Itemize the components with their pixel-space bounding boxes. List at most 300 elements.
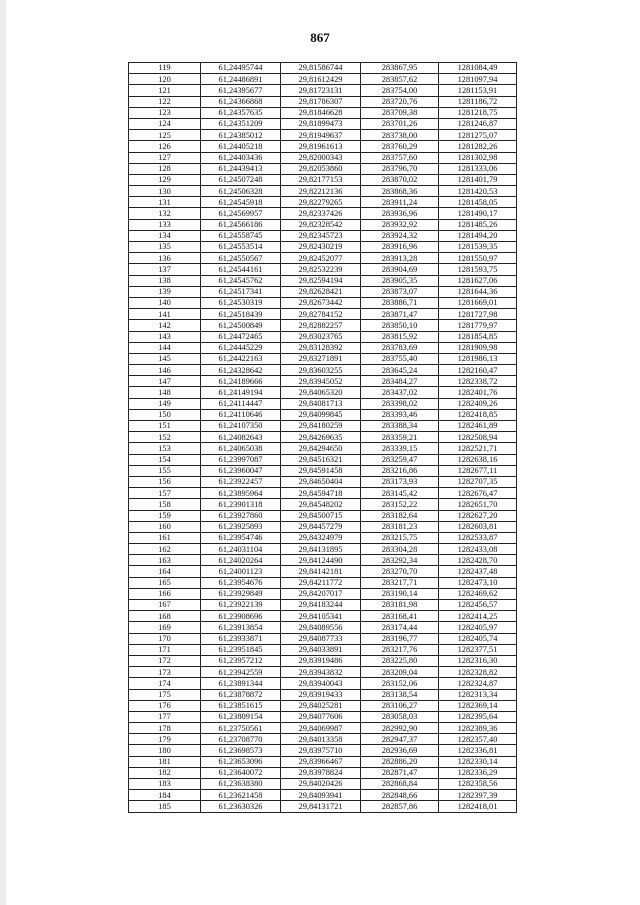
y-coordinate-cell: 1282377,51 <box>439 644 517 655</box>
table-row <box>129 163 517 174</box>
y-coordinate-cell: 1281593,75 <box>439 264 517 275</box>
point-number-cell: 181 <box>129 756 201 767</box>
y-coordinate-cell: 1281401,79 <box>439 174 517 185</box>
longitude-cell: 29,81786307 <box>281 96 361 107</box>
x-coordinate-cell: 283152,22 <box>361 499 439 510</box>
table-row <box>129 253 517 264</box>
coordinates-table-body <box>129 63 517 813</box>
latitude-cell: 61,24385012 <box>201 130 281 141</box>
latitude-cell: 61,23925893 <box>201 521 281 532</box>
latitude-cell: 61,23960047 <box>201 465 281 476</box>
x-coordinate-cell: 282848,66 <box>361 790 439 801</box>
y-coordinate-cell: 1281627,06 <box>439 275 517 286</box>
latitude-cell: 61,24357635 <box>201 107 281 118</box>
x-coordinate-cell: 283871,47 <box>361 309 439 320</box>
y-coordinate-cell: 1282409,26 <box>439 398 517 409</box>
latitude-cell: 61,24328642 <box>201 365 281 376</box>
x-coordinate-cell: 283217,71 <box>361 577 439 588</box>
latitude-cell: 61,24507248 <box>201 174 281 185</box>
table-row <box>129 521 517 532</box>
longitude-cell: 29,83966467 <box>281 756 361 767</box>
longitude-cell: 29,83271891 <box>281 353 361 364</box>
y-coordinate-cell: 1282405,74 <box>439 633 517 644</box>
latitude-cell: 61,24566186 <box>201 219 281 230</box>
table-row <box>129 588 517 599</box>
x-coordinate-cell: 283645,24 <box>361 365 439 376</box>
y-coordinate-cell: 1282707,35 <box>439 476 517 487</box>
latitude-cell: 61,24065038 <box>201 443 281 454</box>
x-coordinate-cell: 283913,28 <box>361 253 439 264</box>
point-number-cell: 132 <box>129 208 201 219</box>
x-coordinate-cell: 283916,96 <box>361 242 439 253</box>
latitude-cell: 61,23927860 <box>201 510 281 521</box>
y-coordinate-cell: 1282395,64 <box>439 711 517 722</box>
point-number-cell: 137 <box>129 264 201 275</box>
point-number-cell: 157 <box>129 488 201 499</box>
latitude-cell: 61,24082643 <box>201 432 281 443</box>
longitude-cell: 29,83940043 <box>281 678 361 689</box>
longitude-cell: 29,82628421 <box>281 286 361 297</box>
point-number-cell: 141 <box>129 309 201 320</box>
point-number-cell: 184 <box>129 790 201 801</box>
point-number-cell: 185 <box>129 801 201 812</box>
x-coordinate-cell: 283709,38 <box>361 107 439 118</box>
x-coordinate-cell: 283225,80 <box>361 655 439 666</box>
longitude-cell: 29,81612429 <box>281 74 361 85</box>
point-number-cell: 168 <box>129 611 201 622</box>
x-coordinate-cell: 283870,02 <box>361 174 439 185</box>
longitude-cell: 29,83943832 <box>281 667 361 678</box>
longitude-cell: 29,84183244 <box>281 600 361 611</box>
point-number-cell: 127 <box>129 152 201 163</box>
x-coordinate-cell: 283181,23 <box>361 521 439 532</box>
x-coordinate-cell: 282936,69 <box>361 745 439 756</box>
y-coordinate-cell: 1281333,06 <box>439 163 517 174</box>
longitude-cell: 29,84069987 <box>281 723 361 734</box>
y-coordinate-cell: 1282328,82 <box>439 667 517 678</box>
latitude-cell: 61,23942559 <box>201 667 281 678</box>
latitude-cell: 61,24558745 <box>201 230 281 241</box>
table-row <box>129 779 517 790</box>
longitude-cell: 29,82784152 <box>281 309 361 320</box>
y-coordinate-cell: 1281779,97 <box>439 320 517 331</box>
y-coordinate-cell: 1282638,16 <box>439 454 517 465</box>
point-number-cell: 180 <box>129 745 201 756</box>
x-coordinate-cell: 283174,44 <box>361 622 439 633</box>
point-number-cell: 144 <box>129 342 201 353</box>
x-coordinate-cell: 283182,64 <box>361 510 439 521</box>
y-coordinate-cell: 1282508,94 <box>439 432 517 443</box>
table-row <box>129 790 517 801</box>
table-row <box>129 275 517 286</box>
latitude-cell: 61,24486891 <box>201 74 281 85</box>
table-row <box>129 443 517 454</box>
table-row <box>129 745 517 756</box>
latitude-cell: 61,24189666 <box>201 376 281 387</box>
latitude-cell: 61,24545918 <box>201 197 281 208</box>
point-number-cell: 171 <box>129 644 201 655</box>
latitude-cell: 61,23951845 <box>201 644 281 655</box>
point-number-cell: 149 <box>129 398 201 409</box>
longitude-cell: 29,82882257 <box>281 320 361 331</box>
y-coordinate-cell: 1282473,10 <box>439 577 517 588</box>
y-coordinate-cell: 1282414,25 <box>439 611 517 622</box>
latitude-cell: 61,23653096 <box>201 756 281 767</box>
longitude-cell: 29,81586744 <box>281 63 361 74</box>
table-row <box>129 700 517 711</box>
latitude-cell: 61,23913854 <box>201 622 281 633</box>
longitude-cell: 29,83945052 <box>281 376 361 387</box>
latitude-cell: 61,23957212 <box>201 655 281 666</box>
point-number-cell: 160 <box>129 521 201 532</box>
table-row <box>129 242 517 253</box>
point-number-cell: 121 <box>129 85 201 96</box>
point-number-cell: 122 <box>129 96 201 107</box>
point-number-cell: 131 <box>129 197 201 208</box>
point-number-cell: 153 <box>129 443 201 454</box>
point-number-cell: 129 <box>129 174 201 185</box>
longitude-cell: 29,82000343 <box>281 152 361 163</box>
table-row <box>129 141 517 152</box>
longitude-cell: 29,81899473 <box>281 118 361 129</box>
table-row <box>129 208 517 219</box>
y-coordinate-cell: 1282469,62 <box>439 588 517 599</box>
longitude-cell: 29,84294650 <box>281 443 361 454</box>
point-number-cell: 158 <box>129 499 201 510</box>
x-coordinate-cell: 282947,37 <box>361 734 439 745</box>
y-coordinate-cell: 1281458,05 <box>439 197 517 208</box>
table-row <box>129 488 517 499</box>
x-coordinate-cell: 283701,26 <box>361 118 439 129</box>
y-coordinate-cell: 1282357,40 <box>439 734 517 745</box>
x-coordinate-cell: 283168,41 <box>361 611 439 622</box>
table-row <box>129 723 517 734</box>
table-row <box>129 667 517 678</box>
table-row <box>129 353 517 364</box>
y-coordinate-cell: 1282428,70 <box>439 555 517 566</box>
x-coordinate-cell: 283755,40 <box>361 353 439 364</box>
latitude-cell: 61,24550567 <box>201 253 281 264</box>
latitude-cell: 61,24422163 <box>201 353 281 364</box>
y-coordinate-cell: 1281854,85 <box>439 331 517 342</box>
x-coordinate-cell: 282868,84 <box>361 779 439 790</box>
y-coordinate-cell: 1281275,07 <box>439 130 517 141</box>
point-number-cell: 178 <box>129 723 201 734</box>
longitude-cell: 29,84548202 <box>281 499 361 510</box>
point-number-cell: 173 <box>129 667 201 678</box>
longitude-cell: 29,84099845 <box>281 409 361 420</box>
y-coordinate-cell: 1282677,11 <box>439 465 517 476</box>
table-row <box>129 376 517 387</box>
point-number-cell: 147 <box>129 376 201 387</box>
y-coordinate-cell: 1282627,20 <box>439 510 517 521</box>
point-number-cell: 165 <box>129 577 201 588</box>
x-coordinate-cell: 283138,54 <box>361 689 439 700</box>
longitude-cell: 29,84105341 <box>281 611 361 622</box>
longitude-cell: 29,82345723 <box>281 230 361 241</box>
table-row <box>129 409 517 420</box>
y-coordinate-cell: 1281490,17 <box>439 208 517 219</box>
y-coordinate-cell: 1281282,26 <box>439 141 517 152</box>
point-number-cell: 120 <box>129 74 201 85</box>
latitude-cell: 61,23809154 <box>201 711 281 722</box>
point-number-cell: 119 <box>129 63 201 74</box>
table-row <box>129 432 517 443</box>
longitude-cell: 29,83603255 <box>281 365 361 376</box>
table-row <box>129 465 517 476</box>
x-coordinate-cell: 283437,02 <box>361 387 439 398</box>
y-coordinate-cell: 1282418,01 <box>439 801 517 812</box>
longitude-cell: 29,84142181 <box>281 566 361 577</box>
latitude-cell: 61,23997087 <box>201 454 281 465</box>
point-number-cell: 179 <box>129 734 201 745</box>
x-coordinate-cell: 283904,69 <box>361 264 439 275</box>
longitude-cell: 29,84131721 <box>281 801 361 812</box>
point-number-cell: 175 <box>129 689 201 700</box>
point-number-cell: 128 <box>129 163 201 174</box>
longitude-cell: 29,83128392 <box>281 342 361 353</box>
point-number-cell: 139 <box>129 286 201 297</box>
point-number-cell: 176 <box>129 700 201 711</box>
x-coordinate-cell: 283196,77 <box>361 633 439 644</box>
point-number-cell: 167 <box>129 600 201 611</box>
longitude-cell: 29,84087733 <box>281 633 361 644</box>
point-number-cell: 152 <box>129 432 201 443</box>
y-coordinate-cell: 1281669,01 <box>439 297 517 308</box>
table-row <box>129 197 517 208</box>
table-row <box>129 297 517 308</box>
y-coordinate-cell: 1282336,29 <box>439 767 517 778</box>
x-coordinate-cell: 283217,76 <box>361 644 439 655</box>
table-row <box>129 152 517 163</box>
longitude-cell: 29,84457279 <box>281 521 361 532</box>
x-coordinate-cell: 282886,20 <box>361 756 439 767</box>
latitude-cell: 61,23933871 <box>201 633 281 644</box>
y-coordinate-cell: 1281550,97 <box>439 253 517 264</box>
point-number-cell: 138 <box>129 275 201 286</box>
latitude-cell: 61,24405218 <box>201 141 281 152</box>
table-row <box>129 644 517 655</box>
latitude-cell: 61,24500849 <box>201 320 281 331</box>
longitude-cell: 29,82053860 <box>281 163 361 174</box>
table-row <box>129 544 517 555</box>
y-coordinate-cell: 1282336,81 <box>439 745 517 756</box>
x-coordinate-cell: 283339,15 <box>361 443 439 454</box>
table-row <box>129 118 517 129</box>
longitude-cell: 29,83978824 <box>281 767 361 778</box>
table-row <box>129 107 517 118</box>
latitude-cell: 61,23908696 <box>201 611 281 622</box>
y-coordinate-cell: 1281186,72 <box>439 96 517 107</box>
latitude-cell: 61,24395677 <box>201 85 281 96</box>
longitude-cell: 29,84077606 <box>281 711 361 722</box>
table-row <box>129 398 517 409</box>
point-number-cell: 145 <box>129 353 201 364</box>
longitude-cell: 29,84124490 <box>281 555 361 566</box>
x-coordinate-cell: 282871,47 <box>361 767 439 778</box>
point-number-cell: 164 <box>129 566 201 577</box>
x-coordinate-cell: 283215,75 <box>361 532 439 543</box>
x-coordinate-cell: 283905,35 <box>361 275 439 286</box>
longitude-cell: 29,82430219 <box>281 242 361 253</box>
table-row <box>129 264 517 275</box>
x-coordinate-cell: 283873,07 <box>361 286 439 297</box>
longitude-cell: 29,84650404 <box>281 476 361 487</box>
point-number-cell: 182 <box>129 767 201 778</box>
table-row <box>129 309 517 320</box>
table-row <box>129 85 517 96</box>
x-coordinate-cell: 283911,24 <box>361 197 439 208</box>
point-number-cell: 170 <box>129 633 201 644</box>
y-coordinate-cell: 1282461,89 <box>439 421 517 432</box>
x-coordinate-cell: 283720,76 <box>361 96 439 107</box>
table-row <box>129 365 517 376</box>
point-number-cell: 126 <box>129 141 201 152</box>
longitude-cell: 29,82328542 <box>281 219 361 230</box>
table-row <box>129 387 517 398</box>
x-coordinate-cell: 283259,47 <box>361 454 439 465</box>
latitude-cell: 61,24366868 <box>201 96 281 107</box>
scan-edge-shadow <box>0 0 6 905</box>
point-number-cell: 143 <box>129 331 201 342</box>
longitude-cell: 29,84594718 <box>281 488 361 499</box>
y-coordinate-cell: 1281420,53 <box>439 186 517 197</box>
latitude-cell: 61,23922139 <box>201 600 281 611</box>
y-coordinate-cell: 1282160,47 <box>439 365 517 376</box>
table-row <box>129 476 517 487</box>
y-coordinate-cell: 1281246,87 <box>439 118 517 129</box>
longitude-cell: 29,84025281 <box>281 700 361 711</box>
y-coordinate-cell: 1282533,87 <box>439 532 517 543</box>
table-row <box>129 421 517 432</box>
table-row <box>129 96 517 107</box>
y-coordinate-cell: 1281302,98 <box>439 152 517 163</box>
y-coordinate-cell: 1281644,36 <box>439 286 517 297</box>
table-row <box>129 622 517 633</box>
x-coordinate-cell: 283393,46 <box>361 409 439 420</box>
table-row <box>129 510 517 521</box>
latitude-cell: 61,23901318 <box>201 499 281 510</box>
x-coordinate-cell: 283857,62 <box>361 74 439 85</box>
y-coordinate-cell: 1282603,81 <box>439 521 517 532</box>
point-number-cell: 163 <box>129 555 201 566</box>
longitude-cell: 29,84180259 <box>281 421 361 432</box>
table-row <box>129 174 517 185</box>
y-coordinate-cell: 1282313,34 <box>439 689 517 700</box>
latitude-cell: 61,24107350 <box>201 421 281 432</box>
latitude-cell: 61,24403436 <box>201 152 281 163</box>
y-coordinate-cell: 1281218,75 <box>439 107 517 118</box>
x-coordinate-cell: 283209,04 <box>361 667 439 678</box>
longitude-cell: 29,83919433 <box>281 689 361 700</box>
latitude-cell: 61,24149194 <box>201 387 281 398</box>
x-coordinate-cell: 283181,98 <box>361 600 439 611</box>
latitude-cell: 61,24439413 <box>201 163 281 174</box>
latitude-cell: 61,24545762 <box>201 275 281 286</box>
latitude-cell: 61,23895964 <box>201 488 281 499</box>
y-coordinate-cell: 1282330,14 <box>439 756 517 767</box>
table-row <box>129 186 517 197</box>
y-coordinate-cell: 1282369,14 <box>439 700 517 711</box>
x-coordinate-cell: 283484,27 <box>361 376 439 387</box>
y-coordinate-cell: 1281909,98 <box>439 342 517 353</box>
point-number-cell: 125 <box>129 130 201 141</box>
latitude-cell: 61,24553514 <box>201 242 281 253</box>
longitude-cell: 29,84211772 <box>281 577 361 588</box>
point-number-cell: 130 <box>129 186 201 197</box>
table-row <box>129 63 517 74</box>
point-number-cell: 133 <box>129 219 201 230</box>
longitude-cell: 29,84013358 <box>281 734 361 745</box>
longitude-cell: 29,83023765 <box>281 331 361 342</box>
y-coordinate-cell: 1281727,98 <box>439 309 517 320</box>
point-number-cell: 150 <box>129 409 201 420</box>
longitude-cell: 29,81723131 <box>281 85 361 96</box>
y-coordinate-cell: 1281153,91 <box>439 85 517 96</box>
y-coordinate-cell: 1282521,71 <box>439 443 517 454</box>
table-row <box>129 801 517 812</box>
latitude-cell: 61,24114447 <box>201 398 281 409</box>
table-row <box>129 532 517 543</box>
x-coordinate-cell: 283815,92 <box>361 331 439 342</box>
point-number-cell: 142 <box>129 320 201 331</box>
table-row <box>129 633 517 644</box>
y-coordinate-cell: 1282389,36 <box>439 723 517 734</box>
longitude-cell: 29,82673442 <box>281 297 361 308</box>
x-coordinate-cell: 283783,69 <box>361 342 439 353</box>
latitude-cell: 61,23621458 <box>201 790 281 801</box>
x-coordinate-cell: 283145,42 <box>361 488 439 499</box>
y-coordinate-cell: 1281485,26 <box>439 219 517 230</box>
y-coordinate-cell: 1282437,48 <box>439 566 517 577</box>
table-row <box>129 286 517 297</box>
point-number-cell: 151 <box>129 421 201 432</box>
x-coordinate-cell: 283886,71 <box>361 297 439 308</box>
y-coordinate-cell: 1282338,72 <box>439 376 517 387</box>
x-coordinate-cell: 283796,70 <box>361 163 439 174</box>
x-coordinate-cell: 283867,95 <box>361 63 439 74</box>
longitude-cell: 29,82452077 <box>281 253 361 264</box>
x-coordinate-cell: 282857,86 <box>361 801 439 812</box>
latitude-cell: 61,24110646 <box>201 409 281 420</box>
x-coordinate-cell: 283936,96 <box>361 208 439 219</box>
y-coordinate-cell: 1281986,13 <box>439 353 517 364</box>
table-row <box>129 756 517 767</box>
table-row <box>129 566 517 577</box>
longitude-cell: 29,84269635 <box>281 432 361 443</box>
x-coordinate-cell: 283152,06 <box>361 678 439 689</box>
x-coordinate-cell: 283216,86 <box>361 465 439 476</box>
x-coordinate-cell: 283924,32 <box>361 230 439 241</box>
table-row <box>129 130 517 141</box>
page-number: 867 <box>310 30 330 45</box>
longitude-cell: 29,84131895 <box>281 544 361 555</box>
latitude-cell: 61,23630326 <box>201 801 281 812</box>
latitude-cell: 61,23851615 <box>201 700 281 711</box>
point-number-cell: 135 <box>129 242 201 253</box>
latitude-cell: 61,23750561 <box>201 723 281 734</box>
point-number-cell: 183 <box>129 779 201 790</box>
table-row <box>129 600 517 611</box>
point-number-cell: 162 <box>129 544 201 555</box>
longitude-cell: 29,84033891 <box>281 644 361 655</box>
latitude-cell: 61,23638380 <box>201 779 281 790</box>
y-coordinate-cell: 1281539,35 <box>439 242 517 253</box>
y-coordinate-cell: 1282397,39 <box>439 790 517 801</box>
longitude-cell: 29,84516321 <box>281 454 361 465</box>
point-number-cell: 136 <box>129 253 201 264</box>
latitude-cell: 61,24445229 <box>201 342 281 353</box>
